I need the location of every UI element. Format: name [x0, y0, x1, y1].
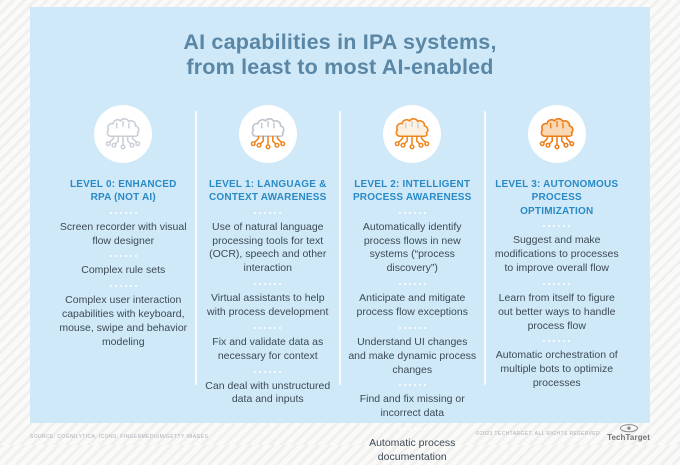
- column-header-level-3: [495, 178, 618, 219]
- header-line: CONTEXT AWARENESS: [209, 192, 327, 204]
- separator-dot: [110, 255, 112, 257]
- separator-dot: [254, 212, 256, 214]
- separator-dot: [269, 371, 271, 373]
- separator-dot: [279, 327, 281, 329]
- capability-item: Can deal with unstructured data and inputs: [205, 379, 331, 406]
- separator-dot: [269, 212, 271, 214]
- source-credit: SOURCE: COGNILYTICA; ICONS: FINGERMEDIUM/GETTY IMAGES: [30, 434, 209, 440]
- capability-item: Automatic orchestration of multiple bots to optimize processes: [495, 349, 618, 390]
- separator-dot: [135, 212, 137, 214]
- separator-dot: [274, 212, 276, 214]
- separator-dot: [399, 212, 401, 214]
- copyright-text: ©2023 TECHTARGET, ALL RIGHTS RESERVED: [475, 431, 601, 437]
- header-line: PROCESS: [531, 192, 582, 204]
- column-header-level-2: [353, 178, 472, 205]
- column-level-2: [341, 105, 484, 465]
- techtarget-eye-icon: [619, 423, 639, 433]
- capability-item: Automatic process documentation: [369, 437, 456, 464]
- separator-dot: [279, 283, 281, 285]
- capability-item: Fix and validate data as necessary for context: [212, 335, 324, 362]
- separator-dot: [120, 285, 122, 287]
- brain-circuit-orange-outline-icon: [390, 113, 434, 154]
- separator-dot: [115, 285, 117, 287]
- capability-item: Virtual assistants to help with process development: [207, 292, 329, 319]
- separator-dot: [404, 428, 406, 430]
- separator-dot: [274, 371, 276, 373]
- separator-dot: [399, 283, 401, 285]
- header-line: LEVEL 3: AUTONOMOUS: [495, 178, 619, 190]
- separator-dot: [553, 283, 555, 285]
- separator-dot: [414, 428, 416, 430]
- dotted-separator: [254, 371, 281, 373]
- header-line: LEVEL 1: LANGUAGE &: [208, 178, 327, 190]
- separator-dot: [269, 283, 271, 285]
- separator-dot: [409, 428, 411, 430]
- separator-dot: [279, 212, 281, 214]
- separator-dot: [553, 225, 555, 227]
- separator-dot: [409, 212, 411, 214]
- separator-dot: [568, 225, 570, 227]
- dotted-separator: [110, 212, 137, 214]
- separator-dot: [404, 283, 406, 285]
- icon-circle-level-0: [94, 105, 152, 163]
- dotted-separator: [110, 255, 137, 257]
- dotted-separator: [399, 384, 426, 386]
- column-header-level-1: [209, 178, 327, 205]
- separator-dot: [135, 285, 137, 287]
- page-title: [30, 30, 650, 81]
- header-line: RPA (NOT AI): [90, 192, 156, 204]
- dotted-separator: [543, 225, 570, 227]
- separator-dot: [563, 340, 565, 342]
- dotted-separator: [543, 283, 570, 285]
- separator-dot: [414, 212, 416, 214]
- separator-dot: [409, 327, 411, 329]
- separator-dot: [125, 285, 127, 287]
- separator-dot: [130, 285, 132, 287]
- separator-dot: [543, 283, 545, 285]
- separator-dot: [548, 225, 550, 227]
- separator-dot: [254, 327, 256, 329]
- separator-dot: [135, 255, 137, 257]
- separator-dot: [110, 285, 112, 287]
- separator-dot: [424, 384, 426, 386]
- separator-dot: [254, 283, 256, 285]
- separator-dot: [414, 384, 416, 386]
- separator-dot: [254, 371, 256, 373]
- capability-item: Suggest and make modifications to processes to improve overall flow: [494, 234, 619, 274]
- dotted-separator: [399, 212, 426, 214]
- icon-circle-level-2: [383, 105, 441, 163]
- separator-dot: [414, 283, 416, 285]
- separator-dot: [115, 212, 117, 214]
- header-line: OPTIMIZATION: [520, 205, 594, 217]
- separator-dot: [264, 327, 266, 329]
- separator-dot: [110, 212, 112, 214]
- techtarget-logo: [607, 423, 650, 442]
- techtarget-wordmark: TechTarget: [607, 433, 650, 442]
- header-line: PROCESS AWARENESS: [352, 192, 472, 204]
- header-line: LEVEL 2: INTELLIGENT: [354, 178, 471, 190]
- dotted-separator: [254, 212, 281, 214]
- separator-dot: [130, 212, 132, 214]
- capability-item: Understand UI changes and make dynamic process changes: [348, 335, 477, 376]
- separator-dot: [399, 384, 401, 386]
- separator-dot: [414, 327, 416, 329]
- header-line: LEVEL 0: ENHANCED: [69, 178, 177, 190]
- dotted-separator: [254, 283, 281, 285]
- separator-dot: [568, 283, 570, 285]
- separator-dot: [543, 225, 545, 227]
- column-level-1: [197, 105, 340, 465]
- brain-circuit-gray-orange-icon: [246, 113, 290, 154]
- footer-right: [476, 423, 650, 442]
- column-level-0: [52, 105, 195, 465]
- separator-dot: [424, 212, 426, 214]
- separator-dot: [409, 283, 411, 285]
- separator-dot: [264, 283, 266, 285]
- separator-dot: [259, 371, 261, 373]
- separator-dot: [419, 384, 421, 386]
- separator-dot: [419, 212, 421, 214]
- separator-dot: [553, 340, 555, 342]
- capability-item: Complex rule sets: [81, 264, 166, 277]
- brain-circuit-gray-icon: [101, 113, 145, 154]
- separator-dot: [274, 327, 276, 329]
- dotted-separator: [399, 428, 426, 430]
- brain-circuit-orange-filled-icon: [535, 113, 579, 154]
- separator-dot: [399, 428, 401, 430]
- capability-item: Complex user interaction capabilities with keyboard, mouse, swipe and behavior modeling: [59, 294, 188, 348]
- capability-item: Find and fix missing or incorrect data: [359, 393, 465, 420]
- separator-dot: [274, 283, 276, 285]
- separator-dot: [424, 428, 426, 430]
- separator-dot: [424, 283, 426, 285]
- dotted-separator: [399, 327, 426, 329]
- separator-dot: [563, 283, 565, 285]
- title-line-2: from least to most AI-enabled: [186, 55, 494, 80]
- separator-dot: [419, 327, 421, 329]
- separator-dot: [269, 327, 271, 329]
- capability-item: Use of natural language processing tools for text (OCR), speech and other interaction: [209, 220, 327, 275]
- separator-dot: [259, 327, 261, 329]
- icon-circle-level-3: [528, 105, 586, 163]
- separator-dot: [404, 327, 406, 329]
- column-header-level-0: [70, 178, 177, 205]
- capability-item: Automatically identify process flows in new systems (“process discovery”): [362, 220, 462, 275]
- separator-dot: [259, 283, 261, 285]
- separator-dot: [264, 212, 266, 214]
- separator-dot: [548, 340, 550, 342]
- separator-dot: [120, 255, 122, 257]
- levels-columns: [30, 105, 650, 465]
- separator-dot: [404, 212, 406, 214]
- separator-dot: [419, 428, 421, 430]
- capability-item: Learn from itself to figure out better ways to handle process flow: [498, 291, 616, 332]
- dotted-separator: [543, 340, 570, 342]
- separator-dot: [125, 255, 127, 257]
- separator-dot: [115, 255, 117, 257]
- dotted-separator: [399, 283, 426, 285]
- separator-dot: [279, 371, 281, 373]
- separator-dot: [558, 225, 560, 227]
- separator-dot: [409, 384, 411, 386]
- separator-dot: [543, 340, 545, 342]
- separator-dot: [558, 283, 560, 285]
- separator-dot: [419, 283, 421, 285]
- separator-dot: [424, 327, 426, 329]
- separator-dot: [120, 212, 122, 214]
- capability-item: Anticipate and mitigate process flow exceptions: [356, 292, 468, 319]
- separator-dot: [130, 255, 132, 257]
- separator-dot: [259, 212, 261, 214]
- dotted-separator: [110, 285, 137, 287]
- dotted-separator: [254, 327, 281, 329]
- separator-dot: [125, 212, 127, 214]
- icon-circle-level-1: [239, 105, 297, 163]
- separator-dot: [264, 371, 266, 373]
- separator-dot: [558, 340, 560, 342]
- separator-dot: [548, 283, 550, 285]
- separator-dot: [399, 327, 401, 329]
- column-level-3: [486, 105, 629, 465]
- separator-dot: [404, 384, 406, 386]
- title-line-1: AI capabilities in IPA systems,: [183, 30, 497, 54]
- capability-item: Screen recorder with visual flow designer: [59, 220, 187, 247]
- separator-dot: [563, 225, 565, 227]
- separator-dot: [568, 340, 570, 342]
